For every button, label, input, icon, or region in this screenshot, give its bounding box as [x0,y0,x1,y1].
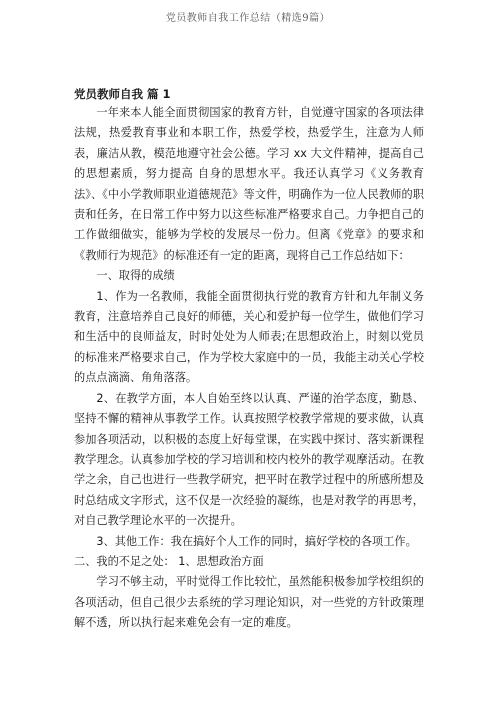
paragraph-achievement-2: 2、在教学方面，本人自始至终以认真、严谨的治学态度，勤恳、坚持不懈的精神从事教学工作。认真按照学校教学常规的要求做，认真参加各项活动，以积极的态度上好每堂课，在实践中探讨、落实新课程教学理念。认真参加学校的学习培训和校内校外的教学观摩活动。在教学之余，自己也进行一些教学研究，把平时在教学过程中的所感所想及时总结成文字形式，这不仅是一次经验的凝练，也是对教学的再思考，对自己教学理论水平的一次提升。 [74,391,424,528]
paragraph-achievement-3: 3、其他工作：我在搞好个人工作的同时，搞好学校的各项工作。 [96,534,417,548]
document-title: 党员教师自我工作总结（精选9篇） [165,13,331,24]
paragraph-shortcomings-heading: 二、我的不足之处： 1、思想政治方面 [74,554,264,568]
paragraph-achievements-heading: 一、取得的成绩 [96,269,175,283]
paragraph-intro: 一年来本人能全面贯彻国家的教育方针，自觉遵守国家的各项法律法规，热爱教育事业和本职工作，热爱学校，热爱学生，注意为人师表，廉洁从教，模范地遵守社会公德。学习 xx 大文件精神，提高自己的思想素质，努力提高 自身的思想水平。我还认真学习《义务教育法》、《中小学教师职业道德规范》等文件，明确作为一位人民教师的职责和任务，在日常工作中努力以这些标准严格要求自己。力争把自己的工作做细做实，能够为学校的发展尽一份力。但离《党章》的要求和《教师行为规范》的标准还有一定的距离，现将自己工作总结如下： [74,106,424,262]
document-body [74,86,424,634]
section-heading: 党员教师自我 篇 1 [74,87,171,101]
paragraph-achievement-1: 1、作为一名教师，我能全面贯彻执行党的教育方针和九年制义务教育，注意培养自己良好的师德，关心和爱护每一位学生，做他们学习和生活中的良师益友，时时处处为人师表;在思想政治上，时刻以党员的标准来严格要求自己，作为学校大家庭中的一员，我能主动关心学校的点点滴滴、角角落落。 [74,289,424,385]
paragraph-shortcoming-1: 学习不够主动，平时觉得工作比较忙，虽然能积极参加学校组织的各项活动，但自己很少去系统的学习理论知识，对一些党的方针政策理解不透，所以执行起来难免会有一定的难度。 [74,575,424,630]
